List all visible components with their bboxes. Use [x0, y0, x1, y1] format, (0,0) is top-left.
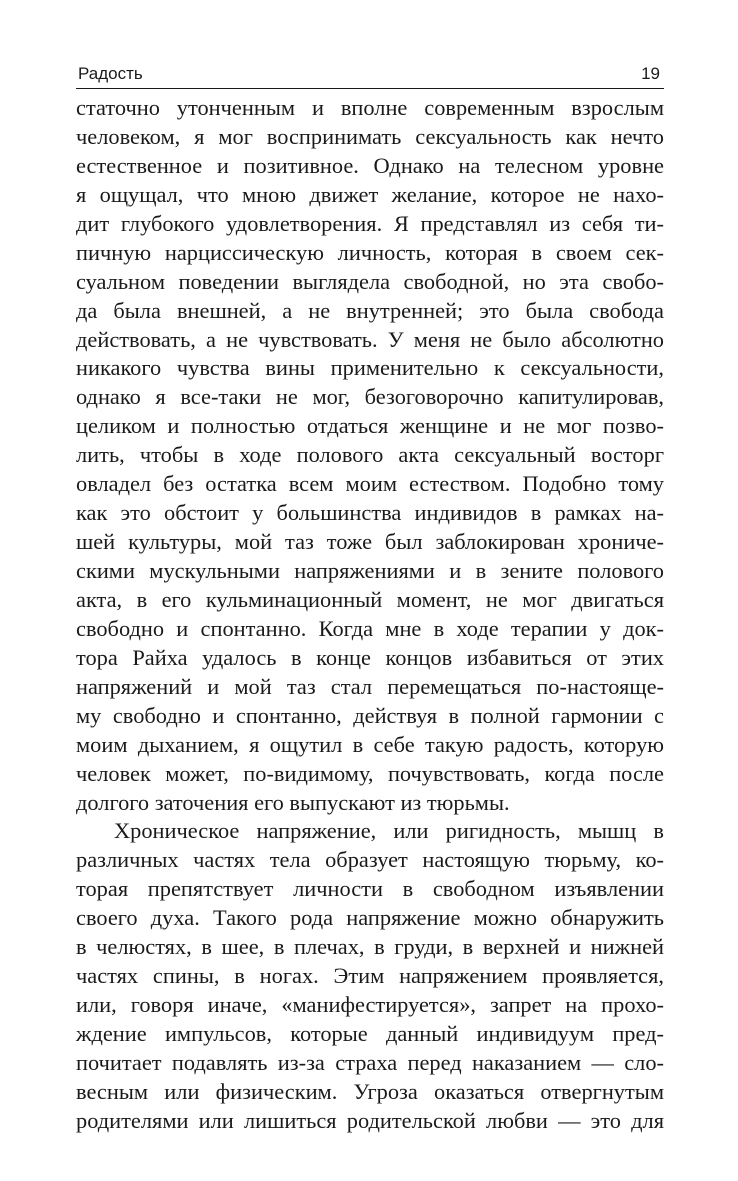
text-line: как это обстоит у большинства индивидов в рамках на- — [76, 500, 664, 526]
text-line: акта, в его кульминационный момент, не мог двигаться — [76, 586, 664, 612]
text-line: в челюстях, в шее, в плечах, в груди, в верхней и нижней — [76, 934, 664, 960]
text-line: человек может, по-видимому, почувствовать, когда после — [76, 760, 664, 786]
text-line: никакого чувства вины применительно к сексуальности, — [76, 355, 664, 381]
text-line: частях спины, в ногах. Этим напряжением проявляется, — [76, 963, 664, 989]
text-line: да была внешней, а не внутренней; это была свобода — [76, 297, 664, 323]
text-line: статочно утонченным и вполне современным взрослым — [76, 95, 664, 120]
header-rule — [76, 88, 664, 89]
text-line: лить, чтобы в ходе полового акта сексуальный восторг — [76, 442, 664, 468]
text-line: естественное и позитивное. Однако на телесном уровне — [76, 152, 664, 178]
text-line: торая препятствует личности в свободном изъявлении — [76, 876, 664, 902]
running-head — [76, 62, 660, 86]
text-line: долгого заточения его выпускают из тюрьмы. — [76, 789, 510, 815]
text-line: почитает подавлять из-за страха перед наказанием — сло- — [76, 1049, 664, 1075]
text-line: шей культуры, мой таз тоже был заблокирован хрониче- — [76, 529, 664, 555]
text-line: овладел без остатка всем моим естеством. Подобно тому — [76, 471, 664, 497]
body-text — [76, 94, 664, 1136]
text-line: дит глубокого удовлетворения. Я представлял из себя ти- — [76, 210, 664, 236]
text-line: родителями или лишиться родительской любви — это для — [76, 1107, 664, 1133]
page-number: 19 — [641, 64, 660, 83]
paragraph — [76, 817, 664, 1135]
text-line: пичную нарциссическую личность, которая в своем сек- — [76, 239, 664, 265]
text-line: весным или физическим. Угроза оказаться отвергнутым — [76, 1078, 664, 1104]
text-line: различных частях тела образует настоящую тюрьму, ко- — [76, 847, 664, 873]
text-line: му свободно и спонтанно, действуя в полной гармонии с — [76, 702, 664, 728]
text-line: свободно и спонтанно. Когда мне в ходе терапии у док- — [76, 615, 664, 641]
text-line: ждение импульсов, которые данный индивидуум пред- — [76, 1021, 664, 1046]
text-line: однако я все-таки не мог, безоговорочно капитулировав, — [76, 384, 664, 410]
text-line: или, говоря иначе, «манифестируется», запрет на прохо- — [76, 992, 664, 1018]
text-line: я ощущал, что мною движет желание, которое не нахо- — [76, 181, 664, 207]
text-line: Хроническое напряжение, или ригидность, мышц в — [114, 818, 664, 844]
chapter-title: Радость — [78, 64, 143, 83]
text-line: тора Райха удалось в конце концов избавиться от этих — [76, 644, 664, 670]
text-line: напряжений и мой таз стал перемещаться по-настояще- — [76, 673, 664, 699]
text-line: скими мускульными напряжениями и в зените полового — [76, 558, 664, 583]
text-line: человеком, я мог воспринимать сексуальность как нечто — [76, 123, 664, 149]
text-line: моим дыханием, я ощутил в себе такую радость, которую — [76, 731, 664, 757]
text-line: суальном поведении выглядела свободной, но эта свобо- — [76, 268, 664, 294]
text-line: своего духа. Такого рода напряжение можно обнаружить — [76, 905, 664, 931]
text-line: действовать, а не чувствовать. У меня не было абсолютно — [76, 326, 664, 352]
text-line: целиком и полностью отдаться женщине и не мог позво- — [76, 413, 664, 439]
paragraph — [76, 94, 664, 817]
